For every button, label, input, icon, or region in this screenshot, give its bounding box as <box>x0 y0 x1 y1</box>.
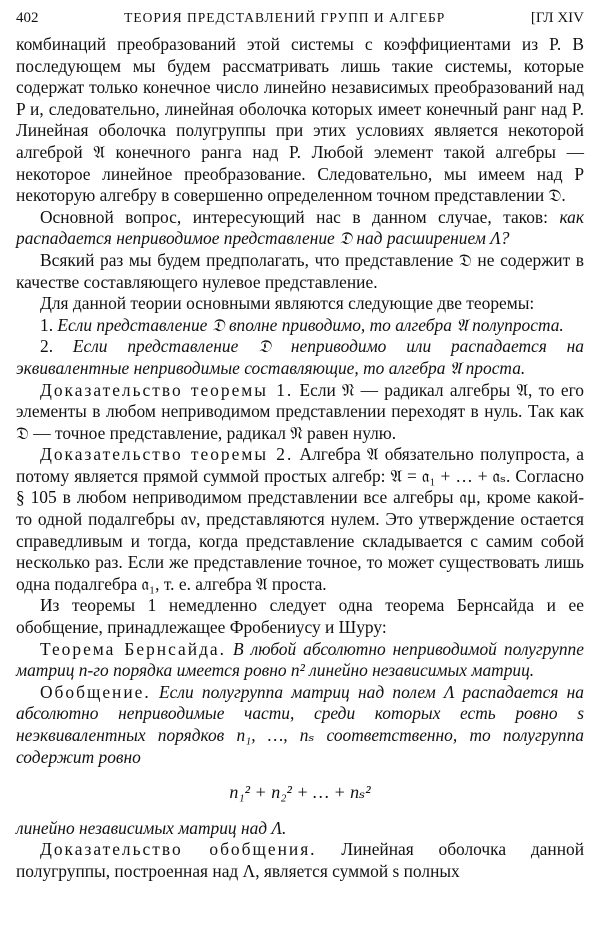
proof-text: Линейная оболочка данной полугруппы, построенная над Λ, является суммой s полных <box>16 839 585 881</box>
chapter-label: [ГЛ XIV <box>530 10 584 26</box>
paragraph <box>16 818 584 840</box>
paragraph: комбинаций преобразований этой системы с коэффициентами из P. В последующем мы будем рассматривать лишь такие системы, которые содержат только конечное число линейно независимых преобразований над P и, следовательно, линейная оболочка которых имеет конечный ранг над P. Линейная оболочка полугруппы при этих условиях является некоторой алгеброй 𝔄 конечного ранга над P. Любой элемент такой алгебры — некоторое линейное преобразование. Следовательно, мы имеем над P некоторую алгебру в совершенно определенном точном представлении 𝔇. <box>16 34 584 206</box>
running-title: ТЕОРИЯ ПРЕДСТАВЛЕНИЙ ГРУПП И АЛГЕБР <box>124 10 446 25</box>
theorem-text: линейно независимых матриц над Λ. <box>16 817 287 838</box>
theorem-number: 1. <box>40 314 54 335</box>
burnside-theorem <box>16 639 584 682</box>
proof-text: Если 𝔑 — радикал алгебры 𝔄, то его элементы в любом неприводимом представлении переходят в нуль. Так как 𝔇 — точное представление, радикал 𝔑 равен нулю. <box>16 379 584 443</box>
paragraph-text: Основной вопрос, интересующий нас в данном случае, таков: <box>40 206 548 227</box>
proof-2 <box>16 444 584 595</box>
display-formula: n₁² + n₂² + … + nₛ² <box>229 782 371 803</box>
theorem-text: Если представление 𝔇 неприводимо или распадается на эквивалентные неприводимые составляющие, то алгебра 𝔄 проста. <box>16 336 584 378</box>
paragraph: Всякий раз мы будем предполагать, что представление 𝔇 не содержит в качестве составляющего нулевое представление. <box>16 249 584 292</box>
page <box>16 10 584 945</box>
theorem-1 <box>16 315 584 337</box>
page-number: 402 <box>16 10 39 26</box>
paragraph: Для данной теории основными являются следующие две теоремы: <box>40 293 535 314</box>
proof-1 <box>16 380 584 445</box>
generalization <box>16 682 584 768</box>
question-italic: как распадается неприводимое представление 𝔇 над расширением Λ? <box>16 206 584 249</box>
proof-3 <box>16 839 584 882</box>
text-body <box>16 34 584 883</box>
proof-label: Доказательство обобщения. <box>40 839 317 860</box>
theorem-text: Если полугруппа матриц над полем Λ распадается на абсолютно неприводимые части, среди которых есть ровно s неэквивалентных порядков n₁, …, nₛ соответственно, то полугруппа содержит ровно <box>16 681 584 767</box>
proof-label: Доказательство теоремы 1. <box>40 379 294 400</box>
proof-text: Алгебра 𝔄 обязательно полупроста, а потому является прямой суммой простых алгебр: 𝔄 = 𝔞₁ + … + 𝔞ₛ. Согласно § 105 в любом неприводимом представлении все алгебры 𝔞μ, кроме какой-то одной подалгебры 𝔞ν, представляются нулем. Это утверждение остается справедливым и тогда, когда представление складывается с самим собой несколько раз. Если же представление точное, то может существовать лишь одна подалгебра 𝔞₁, т. е. алгебра 𝔄 проста. <box>16 444 584 594</box>
paragraph <box>16 207 584 250</box>
theorem-number: 2. <box>40 336 54 357</box>
proof-label: Доказательство теоремы 2. <box>40 444 294 465</box>
theorem-text: Если представление 𝔇 вполне приводимо, то алгебра 𝔄 полупроста. <box>57 314 564 335</box>
theorem-label: Обобщение. <box>40 681 151 702</box>
theorem-2 <box>16 336 584 379</box>
running-header <box>16 10 584 34</box>
theorem-text: В любой абсолютно неприводимой полугруппе матриц n-го порядка имеется ровно n² линейно независимых матриц. <box>16 638 584 681</box>
paragraph: Из теоремы 1 немедленно следует одна теорема Бернсайда и ее обобщение, принадлежащее Фробениусу и Шуру: <box>16 595 584 638</box>
theorem-label: Теорема Бернсайда. <box>40 638 226 659</box>
